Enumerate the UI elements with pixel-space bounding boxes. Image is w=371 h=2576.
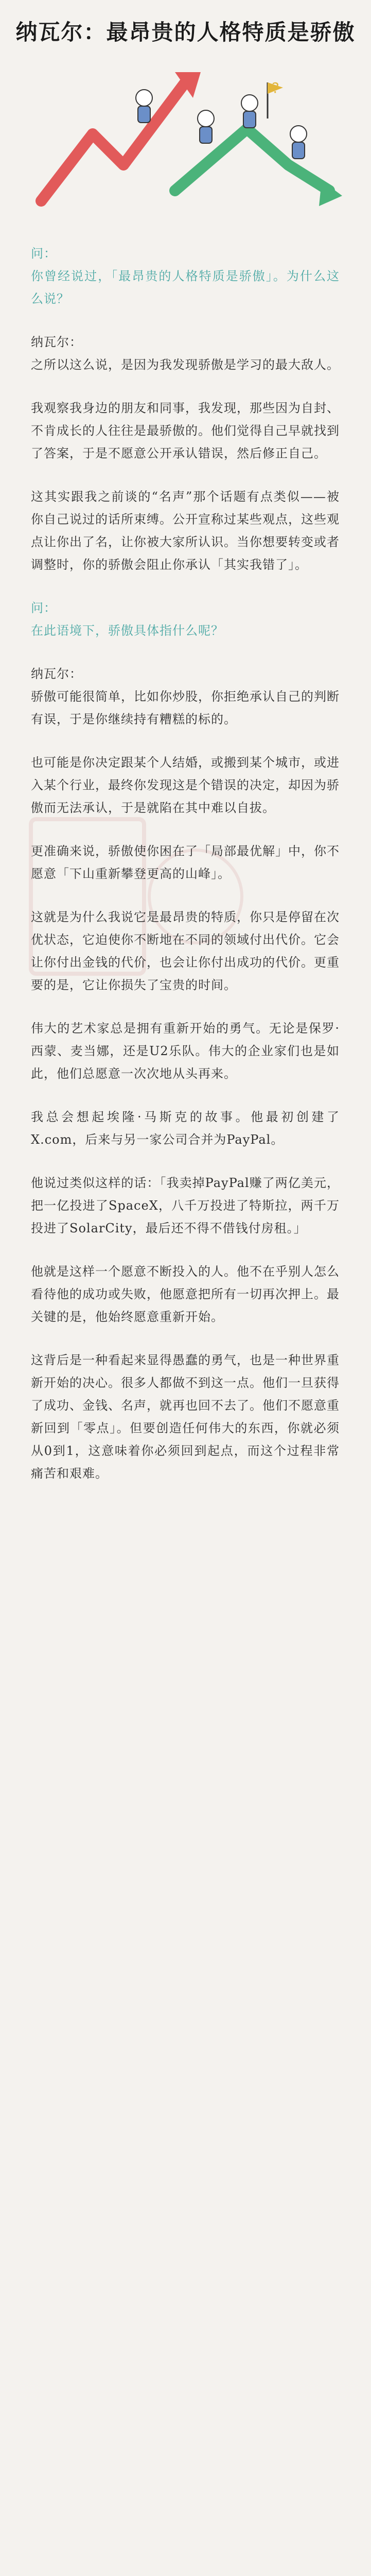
page-title: 纳瓦尔：最昂贵的人格特质是骄傲 <box>15 20 356 45</box>
paragraph: 我总会想起埃隆·马斯克的故事。他最初创建了X.com，后来与另一家公司合并为PayPal。 <box>31 1110 340 1147</box>
answer-label: 纳瓦尔： <box>31 335 82 349</box>
paragraph: 他说过类似这样的话：「我卖掉PayPal赚了两亿美元，把一亿投进了SpaceX，八千万投进了特斯拉，两千万投进了SolarCity，最后还不得不借钱付房租。」 <box>31 1176 340 1235</box>
figure-top <box>241 95 258 128</box>
hero-illustration <box>21 62 350 216</box>
article-body <box>31 242 340 1505</box>
question-text: 在此语境下，骄傲具体指什么呢？ <box>31 623 224 638</box>
paragraph: 这就是为什么我说它是最昂贵的特质，你只是停留在次优状态，它迫使你不断地在不同的领域付出代价。它会让你付出金钱的代价，也会让你付出成功的代价。更重要的是，它让你损失了宝贵的时间。 <box>31 910 340 992</box>
paragraph: 他就是这样一个愿意不断投入的人。他不在乎别人怎么看待他的成功或失败，他愿意把所有一切再次押上。最关键的是，他始终愿意重新开始。 <box>31 1264 340 1324</box>
paragraph: 我观察我身边的朋友和同事，我发现，那些因为自封、不肯成长的人往往是最骄傲的。他们觉得自己早就找到了答案，于是不愿意公开承认错误，然后修正自己。 <box>31 401 340 461</box>
question-label: 问： <box>31 601 57 615</box>
paragraph: 之所以这么说，是因为我发现骄傲是学习的最大敌人。 <box>31 358 340 372</box>
figure-right <box>290 126 307 159</box>
red-arrow <box>41 82 185 201</box>
paragraph: 这其实跟我之前谈的“名声”那个话题有点类似——被你自己说过的话所束缚。公开宣称过某些观点，这些观点让你出了名，让你被大家所认识。当你想要转变或者调整时，你的骄傲会阻止你承认「其实我错了」。 <box>31 489 340 572</box>
green-arrow-head <box>319 180 342 206</box>
question-text: 你曾经说过，「最昂贵的人格特质是骄傲」。为什么这么说？ <box>31 269 340 306</box>
paragraph: 骄傲可能很简单，比如你炒股，你拒绝承认自己的判断有误，于是你继续持有糟糕的标的。 <box>31 689 340 726</box>
paragraph: 伟大的艺术家总是拥有重新开始的勇气。无论是保罗·西蒙、麦当娜，还是U2乐队。伟大的企业家们也是如此，他们总愿意一次次地从头再来。 <box>31 1021 340 1081</box>
answer-label: 纳瓦尔： <box>31 667 82 681</box>
question-label: 问： <box>31 246 57 261</box>
figure-left <box>136 90 152 123</box>
paragraph: 更准确来说，骄傲使你困在了「局部最优解」中，你不愿意「下山重新攀登更高的山峰」。 <box>31 844 340 881</box>
paragraph: 这背后是一种看起来显得愚蠢的勇气，也是一种世界重新开始的决心。很多人都做不到这一点。他们一旦获得了成功、金钱、名声，就再也回不去了。他们不愿意重新回到「零点」。但要创造任何伟大的东西，你就必须从0到1，这意味着你必须回到起点，而这个过程非常痛苦和艰难。 <box>31 1353 340 1481</box>
figure-mid <box>198 110 214 143</box>
paragraph: 也可能是你决定跟某个人结婚，或搬到某个城市，或进入某个行业，最终你发现这是个错误的决定，却因为骄傲而无法承认，于是就陷在其中难以自拔。 <box>31 755 340 815</box>
title-bar <box>0 0 371 62</box>
